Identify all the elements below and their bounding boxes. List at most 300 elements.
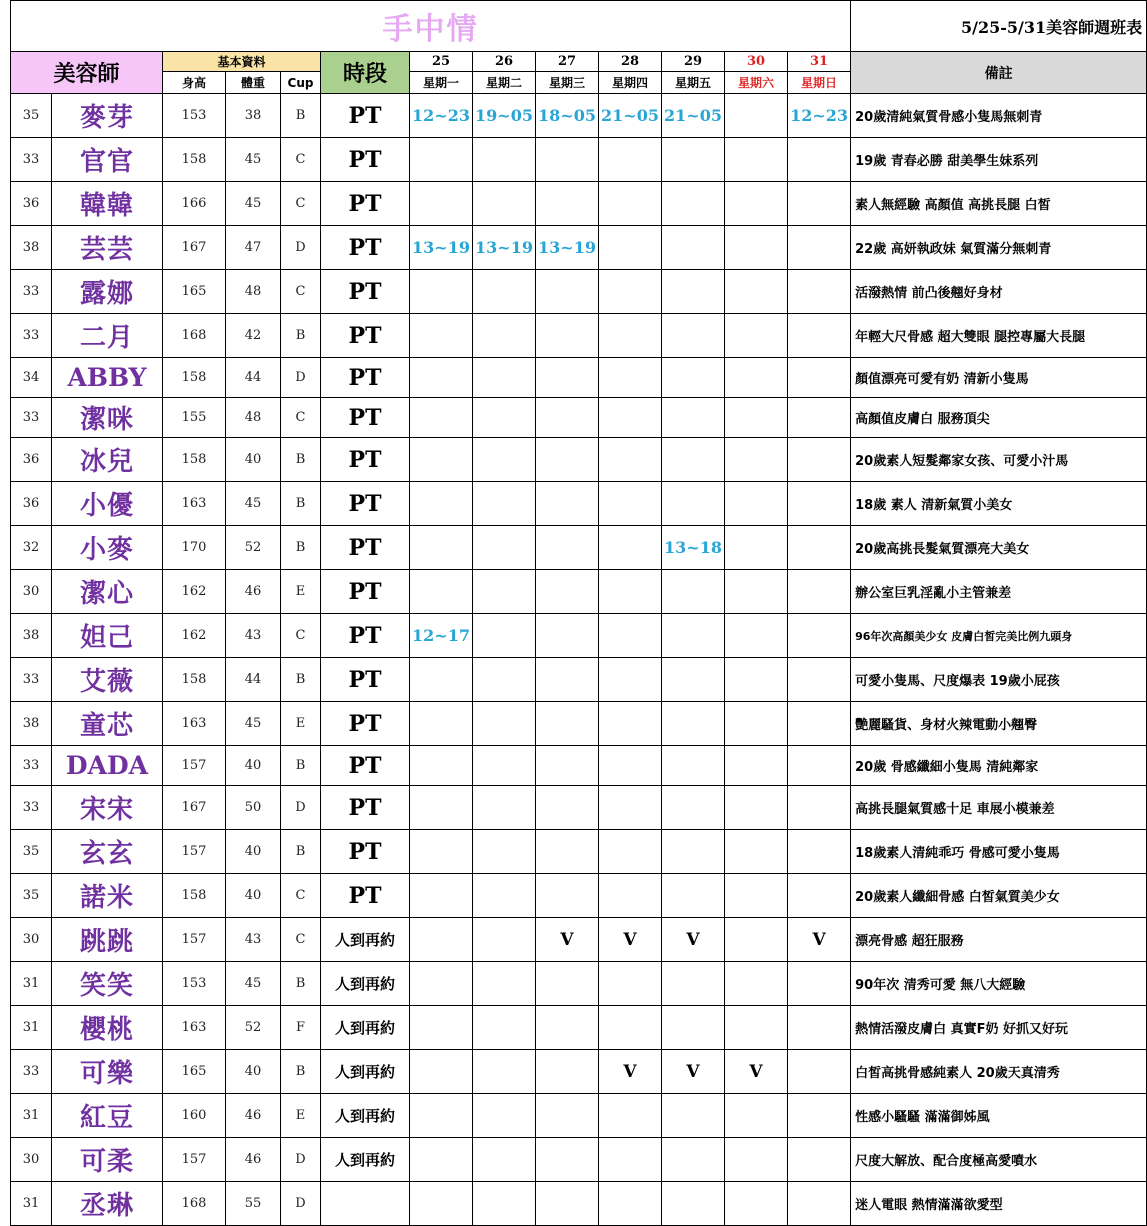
cup-cell: D — [281, 1138, 321, 1182]
day-cell — [662, 398, 725, 438]
table-row — [11, 314, 1147, 358]
age-cell: 33 — [11, 270, 52, 314]
cup-cell: E — [281, 570, 321, 614]
note-cell: 20歲清純氣質骨感小隻馬無刺青 — [851, 94, 1147, 138]
day-cell: V — [662, 918, 725, 962]
weight-cell: 52 — [226, 1006, 281, 1050]
slot-cell: 人到再約 — [321, 1050, 410, 1094]
day-cell — [410, 182, 473, 226]
day-cell — [410, 874, 473, 918]
name-cell: 諾米 — [52, 874, 163, 918]
slot-cell — [321, 1182, 410, 1226]
day-cell — [410, 702, 473, 746]
table-row — [11, 358, 1147, 398]
name-cell: 跳跳 — [52, 918, 163, 962]
note-cell: 顏值漂亮可愛有奶 清新小隻馬 — [851, 358, 1147, 398]
day-cell — [725, 1182, 788, 1226]
day-cell — [473, 314, 536, 358]
day-cell — [725, 1006, 788, 1050]
day-cell — [788, 830, 851, 874]
age-cell: 33 — [11, 658, 52, 702]
day-cell — [599, 1138, 662, 1182]
day-cell: V — [536, 918, 599, 962]
day-cell — [725, 438, 788, 482]
day-cell — [473, 614, 536, 658]
day-cell — [536, 1138, 599, 1182]
table-row — [11, 226, 1147, 270]
day-cell — [473, 746, 536, 786]
height-cell: 155 — [163, 398, 226, 438]
day-cell — [725, 962, 788, 1006]
day-cell — [599, 746, 662, 786]
day-cell: 13~19 — [473, 226, 536, 270]
day-cell: V — [725, 1050, 788, 1094]
note-cell: 20歲 骨感纖細小隻馬 清純鄰家 — [851, 746, 1147, 786]
table-row — [11, 482, 1147, 526]
slot-cell: PT — [321, 702, 410, 746]
day-cell — [410, 482, 473, 526]
day-cell — [536, 482, 599, 526]
note-cell: 辦公室巨乳淫亂小主管兼差 — [851, 570, 1147, 614]
height-cell: 158 — [163, 138, 226, 182]
day-cell: V — [788, 918, 851, 962]
day-cell: 13~19 — [536, 226, 599, 270]
cup-cell: B — [281, 526, 321, 570]
day-cell: 12~17 — [410, 614, 473, 658]
day-cell — [473, 570, 536, 614]
day-cell — [599, 482, 662, 526]
day-cell — [473, 1182, 536, 1226]
slot-cell: PT — [321, 314, 410, 358]
header-row-1 — [11, 52, 1147, 72]
day-cell — [788, 614, 851, 658]
day-cell — [473, 182, 536, 226]
brand-title: 手中情 — [382, 12, 479, 47]
age-cell: 31 — [11, 1182, 52, 1226]
header-weekday: 星期六 — [725, 72, 788, 94]
age-cell: 38 — [11, 702, 52, 746]
header-date: 29 — [662, 52, 725, 72]
height-cell: 165 — [163, 270, 226, 314]
note-cell: 漂亮骨感 超狂服務 — [851, 918, 1147, 962]
note-cell: 尺度大解放、配合度極高愛噴水 — [851, 1138, 1147, 1182]
header-date: 27 — [536, 52, 599, 72]
cup-cell: B — [281, 314, 321, 358]
day-cell — [662, 138, 725, 182]
age-cell: 36 — [11, 482, 52, 526]
day-cell — [599, 874, 662, 918]
table-row — [11, 398, 1147, 438]
note-cell: 迷人電眼 熱情滿滿欲愛型 — [851, 1182, 1147, 1226]
cup-cell: D — [281, 1182, 321, 1226]
day-cell — [536, 874, 599, 918]
day-cell — [662, 874, 725, 918]
day-cell — [788, 570, 851, 614]
age-cell: 33 — [11, 1050, 52, 1094]
note-cell: 熱情活潑皮膚白 真實F奶 好抓又好玩 — [851, 1006, 1147, 1050]
age-cell: 36 — [11, 182, 52, 226]
weight-cell: 44 — [226, 358, 281, 398]
day-cell — [410, 314, 473, 358]
age-cell: 38 — [11, 226, 52, 270]
slot-cell: PT — [321, 94, 410, 138]
day-cell — [410, 270, 473, 314]
table-row — [11, 438, 1147, 482]
header-date: 28 — [599, 52, 662, 72]
day-cell — [725, 570, 788, 614]
header-basic: 基本資料 — [163, 52, 321, 72]
table-row — [11, 1138, 1147, 1182]
age-cell: 30 — [11, 570, 52, 614]
cup-cell: E — [281, 702, 321, 746]
weight-cell: 45 — [226, 702, 281, 746]
day-cell — [599, 314, 662, 358]
day-cell — [788, 398, 851, 438]
name-cell: 笑笑 — [52, 962, 163, 1006]
day-cell — [788, 1138, 851, 1182]
header-date: 31 — [788, 52, 851, 72]
height-cell: 167 — [163, 786, 226, 830]
note-cell: 20歲素人短髮鄰家女孩、可愛小汁馬 — [851, 438, 1147, 482]
weight-cell: 50 — [226, 786, 281, 830]
day-cell — [473, 1006, 536, 1050]
day-cell — [599, 702, 662, 746]
slot-cell: PT — [321, 358, 410, 398]
note-cell: 22歲 高妍執政妹 氣質滿分無刺青 — [851, 226, 1147, 270]
day-cell — [725, 182, 788, 226]
age-cell: 31 — [11, 1006, 52, 1050]
weight-cell: 40 — [226, 874, 281, 918]
schedule-table — [10, 0, 1147, 1226]
day-cell — [536, 830, 599, 874]
day-cell — [788, 358, 851, 398]
day-cell — [788, 1050, 851, 1094]
height-cell: 158 — [163, 358, 226, 398]
header-date: 26 — [473, 52, 536, 72]
age-cell: 35 — [11, 874, 52, 918]
day-cell — [536, 314, 599, 358]
table-row — [11, 138, 1147, 182]
day-cell — [473, 358, 536, 398]
header-date: 25 — [410, 52, 473, 72]
day-cell — [725, 358, 788, 398]
day-cell — [473, 830, 536, 874]
cup-cell: C — [281, 398, 321, 438]
cup-cell: D — [281, 358, 321, 398]
day-cell — [599, 658, 662, 702]
weight-cell: 48 — [226, 398, 281, 438]
age-cell: 33 — [11, 398, 52, 438]
weight-cell: 44 — [226, 658, 281, 702]
table-row — [11, 658, 1147, 702]
day-cell — [788, 182, 851, 226]
header-date: 30 — [725, 52, 788, 72]
cup-cell: B — [281, 746, 321, 786]
day-cell — [536, 786, 599, 830]
day-cell — [599, 526, 662, 570]
day-cell — [473, 702, 536, 746]
slot-cell: PT — [321, 658, 410, 702]
cup-cell: B — [281, 94, 321, 138]
slot-cell: 人到再約 — [321, 1094, 410, 1138]
day-cell — [536, 398, 599, 438]
name-cell: 紅豆 — [52, 1094, 163, 1138]
note-cell: 20歲素人纖細骨感 白皙氣質美少女 — [851, 874, 1147, 918]
day-cell — [410, 526, 473, 570]
day-cell — [662, 314, 725, 358]
day-cell — [725, 270, 788, 314]
day-cell: 12~23 — [788, 94, 851, 138]
name-cell: 妲己 — [52, 614, 163, 658]
weight-cell: 45 — [226, 138, 281, 182]
day-cell — [599, 226, 662, 270]
day-cell — [788, 438, 851, 482]
day-cell — [536, 1050, 599, 1094]
slot-cell: PT — [321, 570, 410, 614]
weight-cell: 46 — [226, 570, 281, 614]
weight-cell: 47 — [226, 226, 281, 270]
day-cell — [536, 962, 599, 1006]
table-row — [11, 1094, 1147, 1138]
table-row — [11, 830, 1147, 874]
height-cell: 166 — [163, 182, 226, 226]
note-cell: 活潑熱情 前凸後翹好身材 — [851, 270, 1147, 314]
day-cell — [410, 1182, 473, 1226]
note-cell: 19歲 青春必勝 甜美學生妹系列 — [851, 138, 1147, 182]
header-weekday: 星期二 — [473, 72, 536, 94]
day-cell — [662, 962, 725, 1006]
day-cell — [410, 918, 473, 962]
day-cell — [662, 1006, 725, 1050]
weight-cell: 40 — [226, 1050, 281, 1094]
day-cell — [536, 1006, 599, 1050]
day-cell — [788, 746, 851, 786]
height-cell: 157 — [163, 1138, 226, 1182]
day-cell — [662, 570, 725, 614]
day-cell — [662, 358, 725, 398]
slot-cell: PT — [321, 482, 410, 526]
name-cell: 丞琳 — [52, 1182, 163, 1226]
day-cell — [536, 526, 599, 570]
age-cell: 36 — [11, 438, 52, 482]
weight-cell: 42 — [226, 314, 281, 358]
cup-cell: B — [281, 438, 321, 482]
table-row — [11, 614, 1147, 658]
day-cell — [788, 874, 851, 918]
day-cell — [410, 746, 473, 786]
header-height: 身高 — [163, 72, 226, 94]
day-cell — [473, 658, 536, 702]
day-cell: V — [599, 1050, 662, 1094]
day-cell — [599, 270, 662, 314]
weight-cell: 40 — [226, 746, 281, 786]
note-cell: 20歲高挑長髮氣質漂亮大美女 — [851, 526, 1147, 570]
day-cell — [536, 1182, 599, 1226]
day-cell — [725, 94, 788, 138]
day-cell — [725, 830, 788, 874]
note-cell: 高顏值皮膚白 服務頂尖 — [851, 398, 1147, 438]
name-cell: 可柔 — [52, 1138, 163, 1182]
day-cell — [536, 658, 599, 702]
note-cell: 年輕大尺骨感 超大雙眼 腿控專屬大長腿 — [851, 314, 1147, 358]
day-cell — [725, 398, 788, 438]
name-cell: 露娜 — [52, 270, 163, 314]
slot-cell: PT — [321, 874, 410, 918]
slot-cell: PT — [321, 614, 410, 658]
table-row — [11, 1182, 1147, 1226]
cup-cell: B — [281, 658, 321, 702]
day-cell — [599, 1094, 662, 1138]
weight-cell: 40 — [226, 438, 281, 482]
day-cell — [536, 702, 599, 746]
name-cell: 可樂 — [52, 1050, 163, 1094]
cup-cell: D — [281, 786, 321, 830]
table-row — [11, 786, 1147, 830]
height-cell: 160 — [163, 1094, 226, 1138]
height-cell: 158 — [163, 658, 226, 702]
cup-cell: C — [281, 918, 321, 962]
day-cell — [725, 138, 788, 182]
title-row — [11, 1, 1147, 52]
day-cell — [473, 398, 536, 438]
day-cell: V — [662, 1050, 725, 1094]
table-row — [11, 1050, 1147, 1094]
day-cell — [410, 830, 473, 874]
weight-cell: 43 — [226, 918, 281, 962]
day-cell — [599, 1182, 662, 1226]
day-cell — [725, 874, 788, 918]
day-cell — [599, 830, 662, 874]
day-cell: 21~05 — [662, 94, 725, 138]
name-cell: 小優 — [52, 482, 163, 526]
day-cell — [536, 138, 599, 182]
cup-cell: C — [281, 182, 321, 226]
day-cell — [725, 614, 788, 658]
day-cell — [599, 438, 662, 482]
note-cell: 可愛小隻馬、尺度爆表 19歲小屁孩 — [851, 658, 1147, 702]
note-cell: 18歲素人清純乖巧 骨感可愛小隻馬 — [851, 830, 1147, 874]
cup-cell: C — [281, 138, 321, 182]
day-cell — [536, 438, 599, 482]
weight-cell: 40 — [226, 830, 281, 874]
week-title: 5/25-5/31美容師週班表 — [851, 1, 1147, 52]
day-cell — [725, 482, 788, 526]
table-row — [11, 702, 1147, 746]
day-cell — [473, 526, 536, 570]
day-cell — [662, 182, 725, 226]
header-slot: 時段 — [321, 52, 410, 94]
day-cell — [473, 482, 536, 526]
weight-cell: 46 — [226, 1138, 281, 1182]
note-cell: 高挑長腿氣質感十足 車展小模兼差 — [851, 786, 1147, 830]
day-cell — [599, 138, 662, 182]
height-cell: 157 — [163, 918, 226, 962]
day-cell — [473, 270, 536, 314]
header-weekday: 星期一 — [410, 72, 473, 94]
day-cell — [788, 962, 851, 1006]
day-cell — [725, 702, 788, 746]
table-row — [11, 962, 1147, 1006]
weight-cell: 43 — [226, 614, 281, 658]
age-cell: 31 — [11, 962, 52, 1006]
age-cell: 30 — [11, 918, 52, 962]
slot-cell: PT — [321, 438, 410, 482]
cup-cell: B — [281, 830, 321, 874]
name-cell: 冰兒 — [52, 438, 163, 482]
height-cell: 165 — [163, 1050, 226, 1094]
name-cell: 艾薇 — [52, 658, 163, 702]
day-cell — [599, 962, 662, 1006]
age-cell: 38 — [11, 614, 52, 658]
note-cell: 性感小騷騷 滿滿御姊風 — [851, 1094, 1147, 1138]
slot-cell: PT — [321, 526, 410, 570]
day-cell — [662, 438, 725, 482]
height-cell: 162 — [163, 614, 226, 658]
day-cell — [788, 314, 851, 358]
day-cell — [662, 786, 725, 830]
name-cell: DADA — [52, 746, 163, 786]
day-cell — [725, 526, 788, 570]
day-cell — [410, 1094, 473, 1138]
day-cell — [662, 270, 725, 314]
note-cell: 白皙高挑骨感純素人 20歲天真清秀 — [851, 1050, 1147, 1094]
day-cell — [410, 398, 473, 438]
height-cell: 167 — [163, 226, 226, 270]
day-cell — [599, 570, 662, 614]
height-cell: 163 — [163, 702, 226, 746]
day-cell: V — [599, 918, 662, 962]
day-cell — [662, 226, 725, 270]
height-cell: 153 — [163, 94, 226, 138]
height-cell: 153 — [163, 962, 226, 1006]
name-cell: 官官 — [52, 138, 163, 182]
day-cell — [410, 658, 473, 702]
height-cell: 163 — [163, 1006, 226, 1050]
day-cell — [410, 570, 473, 614]
cup-cell: B — [281, 482, 321, 526]
day-cell — [536, 182, 599, 226]
table-row — [11, 918, 1147, 962]
day-cell — [536, 358, 599, 398]
day-cell — [788, 1006, 851, 1050]
day-cell — [662, 702, 725, 746]
name-cell: 小麥 — [52, 526, 163, 570]
header-weekday: 星期日 — [788, 72, 851, 94]
cup-cell: E — [281, 1094, 321, 1138]
day-cell — [788, 658, 851, 702]
weight-cell: 45 — [226, 182, 281, 226]
day-cell — [536, 746, 599, 786]
day-cell — [599, 358, 662, 398]
slot-cell: 人到再約 — [321, 918, 410, 962]
weight-cell: 38 — [226, 94, 281, 138]
slot-cell: PT — [321, 270, 410, 314]
header-name: 美容師 — [11, 52, 163, 94]
table-row — [11, 94, 1147, 138]
table-row — [11, 270, 1147, 314]
height-cell: 158 — [163, 438, 226, 482]
cup-cell: F — [281, 1006, 321, 1050]
age-cell: 33 — [11, 138, 52, 182]
header-weekday: 星期五 — [662, 72, 725, 94]
name-cell: 二月 — [52, 314, 163, 358]
weight-cell: 55 — [226, 1182, 281, 1226]
age-cell: 33 — [11, 314, 52, 358]
cup-cell: C — [281, 614, 321, 658]
note-cell: 96年次高顏美少女 皮膚白皙完美比例九頭身 — [851, 614, 1147, 658]
day-cell — [788, 786, 851, 830]
note-cell: 素人無經驗 高顏值 高挑長腿 白皙 — [851, 182, 1147, 226]
